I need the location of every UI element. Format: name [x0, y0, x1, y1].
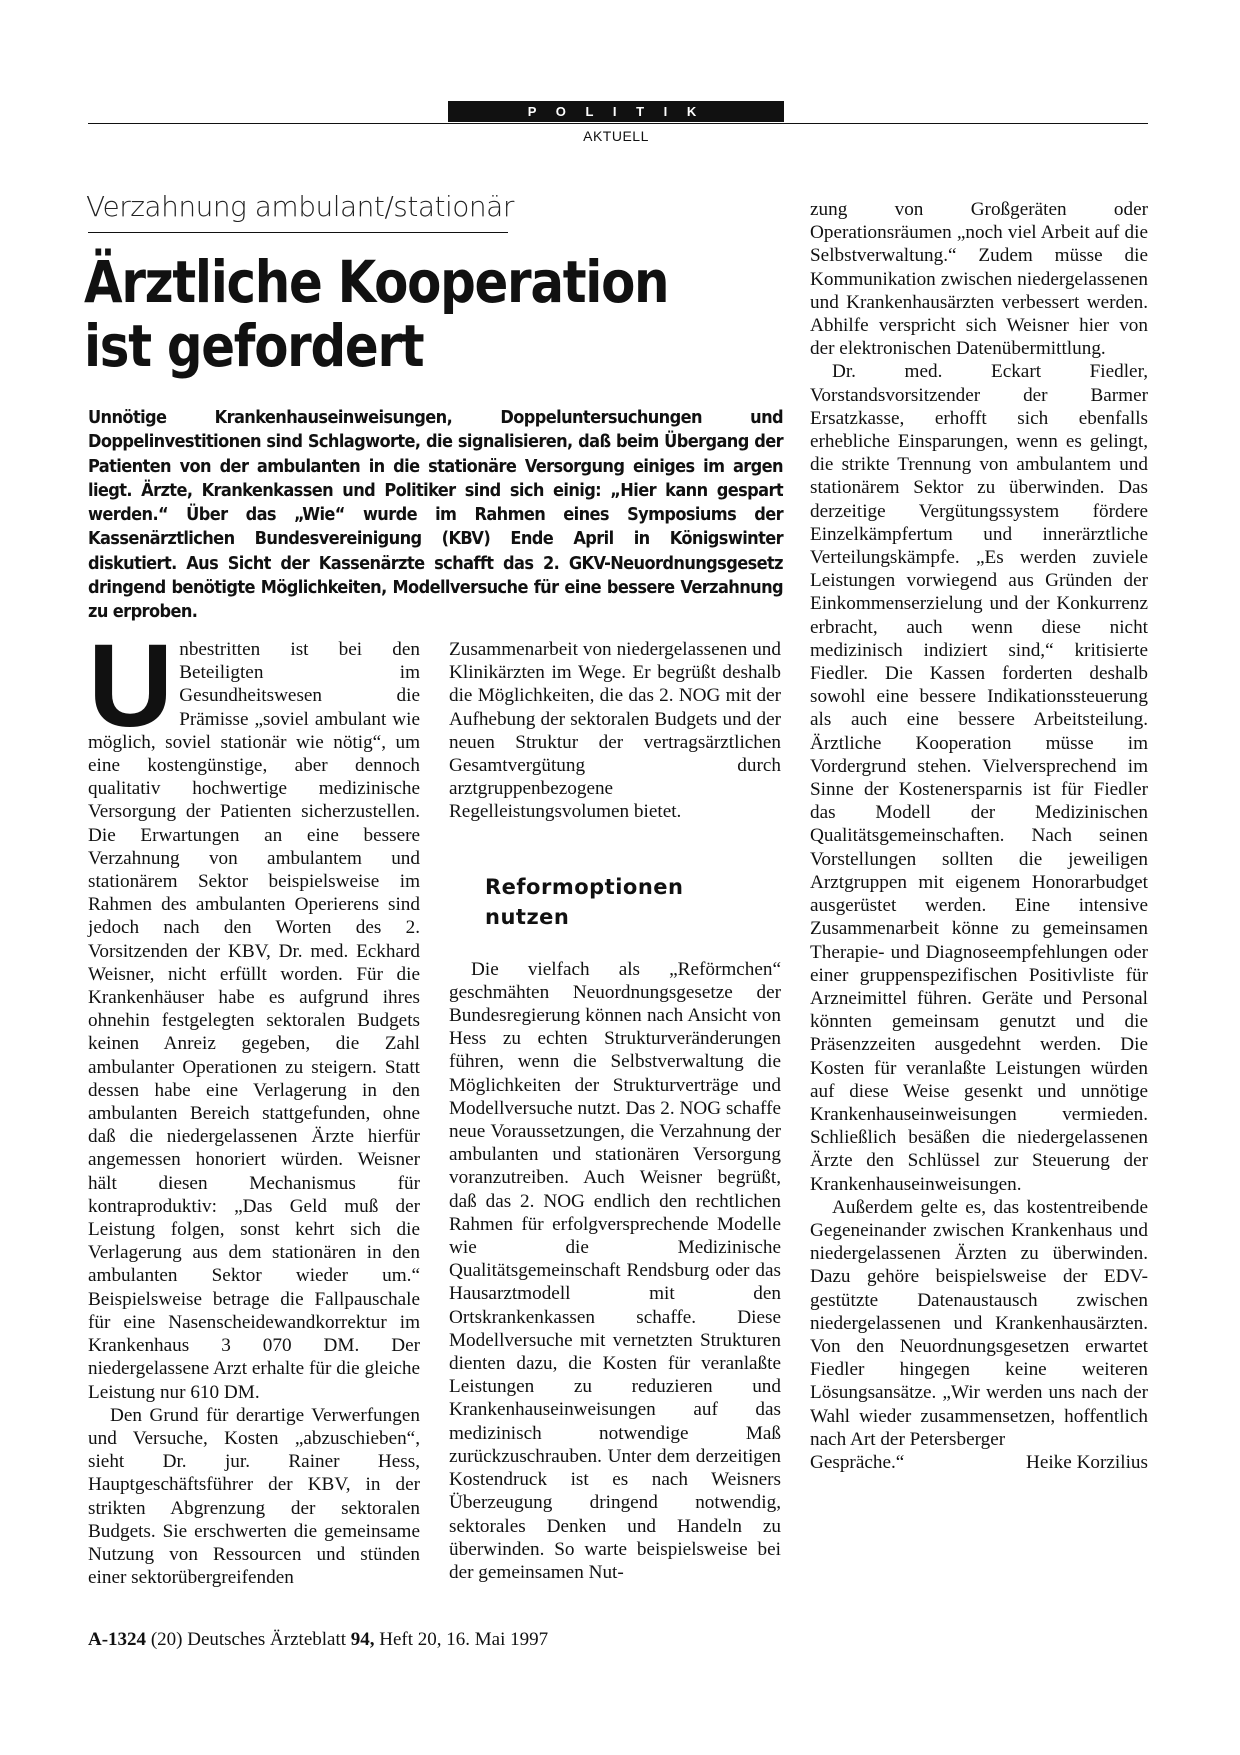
article-lead: Unnötige Krankenhauseinweisungen, Doppeluntersuchungen und Doppelinvestitionen sind Schlagworte, die signalisieren, daß beim Übergang der Patienten von der ambulanten in die stationäre Versorgung einiges im argen liegt. Ärzte, Krankenkassen und Politiker sind sich einig: „Hier kann gespart werden.“ Über das „Wie“ wurde im Rahmen eines Symposiums der Kassenärztlichen Bundesvereinigung (KBV) Ende April in Königswinter diskutiert. Aus Sicht der Kassenärzte schafft das 2. GKV-Neuordnungsgesetz dringend benötigte Möglichkeiten, Modellversuche für eine bessere Verzahnung zu erproben.: [88, 407, 783, 623]
article-signature-line: [810, 1451, 1148, 1474]
body-paragraph: Dr. med. Eckart Fiedler, Vorstandsvorsitzender der Barmer Ersatzkasse, erhofft sich ebenfalls erhebliche Einsparungen, wenn es gelingt, die strikte Trennung von ambulantem und stationärem Sektor zu überwinden. Das derzeitige Vergütungssystem fördere Einzelkämpfertum und innerärztliche Verteilungskämpfe. „Es werden zuviele Leistungen vorwiegend aus Gründen der Einkommenserzielung und der Konkurrenz erbracht, auch wenn diese nicht medizinisch indiziert sind,“ kritisierte Fiedler. Die Kassen forderten deshalb sowohl eine bessere Indikationssteuerung als auch eine bessere Arbeitsteilung. Ärztliche Kooperation müsse im Vordergrund stehen. Vielversprechend im Sinne der Kostenersparnis ist für Fiedler das Modell der Medizinischen Qualitätsgemeinschaften. Nach seinen Vorstellungen sollten die jeweiligen Arztgruppen mit eigenem Honorarbudget ausgerüstet werden. Eine intensive Zusammenarbeit könne zu gemeinsamen Therapie- und Diagnoseempfehlungen oder einer gruppenspezifischen Positivliste für Arzneimittel führen. Geräte und Personal könnten gemeinsam genutzt und die Präsenzzeiten ausgedehnt werden. Die Kosten für veranlaßte Leistungen würden auf diese Weise gesenkt und unnötige Krankenhauseinweisungen vermieden. Schließlich besäßen die niedergelassenen Ärzte den Schlüssel zur Steuerung der Krankenhauseinweisungen.: [810, 361, 1148, 1195]
closing-text: Gespräche.“: [810, 1451, 905, 1473]
page-detail: (20) Deutsches Ärzteblatt: [150, 1629, 347, 1650]
body-paragraph: zung von Großgeräten oder Operationsräumen „noch viel Arbeit auf die Selbstverwaltung.“ Zudem müsse die Kommunikation zwischen niedergelassenen und Krankenhausärzten verbessert werden. Abhilfe verspricht sich Weisner hier von der elektronischen Datenübermittlung.: [810, 199, 1148, 360]
drop-cap: U: [88, 620, 172, 752]
body-paragraph: Zusammenarbeit von niedergelassenen und Klinikärzten im Wege. Er begrüßt deshalb die Möglichkeiten, die das 2. NOG mit der Aufhebung der sektoralen Budgets und der neuen Struktur der vertragsärztlichen Gesamtvergütung durch arztgruppenbezogene Regelleistungsvolumen bietet.: [449, 639, 781, 823]
body-paragraph: Die vielfach als „Reförmchen“ geschmähten Neuordnungsgesetze der Bundesregierung können nach Ansicht von Hess zu echten Strukturveränderungen führen, wenn die Selbstverwaltung die Möglichkeiten der Strukturverträge und Modellversuche nutzt. Das 2. NOG schaffe neue Voraussetzungen, die Verzahnung der ambulanten und stationären Versorgung voranzutreiben. Auch Weisner begrüßt, daß das 2. NOG endlich den rechtlichen Rahmen für erfolgversprechende Modelle wie die Medizinische Qualitätsgemeinschaft Rendsburg oder das Hausarztmodell mit den Ortskrankenkassen schaffe. Diese Modellversuche mit vernetzten Strukturen dienten dazu, die Kosten für veranlaßte Leistungen zu reduzieren und Krankenhauseinweisungen auf das medizinisch notwendige Maß zurückzuschrauben. Unter dem derzeitigen Kostendruck ist es nach Weisners Überzeugung dringend notwendig, sektorales Denken und Handeln zu überwinden. So warte beispielsweise bei der gemeinsamen Nut-: [449, 958, 781, 1583]
section-rubric: P O L I T I K: [448, 101, 784, 122]
body-paragraph: [88, 620, 420, 1404]
kicker-rule: [88, 232, 508, 233]
header-rule: [88, 123, 1148, 124]
body-paragraph: Außerdem gelte es, das kostentreibende Gegeneinander zwischen Krankenhaus und niedergelassenen Ärzten zu überwinden. Dazu gehöre beispielsweise der EDV-gestützte Datenaustausch zwischen niedergelassenen und Krankenhausärzten. Von den Neuordnungsgesetzen erwartet Fiedler hingegen keine weiteren Lösungsansätze. „Wir werden uns nach der Wahl wieder zusammensetzen, hoffentlich nach Art der Petersberger: [810, 1196, 1148, 1450]
body-paragraph: Den Grund für derartige Verwerfungen und Versuche, Kosten „abzuschieben“, sieht Dr. jur. Rainer Hess, Hauptgeschäftsführer der KBV, in der strikten Abgrenzung der sektoralen Budgets. Sie erschwerten die gemeinsame Nutzung von Ressourcen und stünden einer sektorübergreifenden: [88, 1404, 420, 1589]
subheading-line-2: nutzen: [485, 904, 570, 929]
subheading-line-1: Reformoptionen: [485, 874, 684, 899]
text-column-2: [449, 638, 781, 1584]
page-code: A-1324: [88, 1629, 147, 1650]
article-headline: [84, 250, 669, 378]
author-name: Heike Korzilius: [1025, 1451, 1148, 1473]
text-column-3: [810, 198, 1148, 1474]
volume-number: 94,: [350, 1629, 375, 1650]
subsection-rubric: AKTUELL: [583, 128, 649, 144]
headline-line-1: Ärztliche Kooperation: [84, 248, 669, 316]
paragraph-text: nbestritten ist bei den Beteiligten im Gesundheitswesen die Prämisse „soviel ambulant wie möglich, soviel stationär wie nötig“, um eine kostengünstige, aber dennoch qualitativ hochwertige medizinische Versorgung der Patienten sicherzustellen. Die Erwartungen an eine bessere Verzahnung von ambulantem und stationärem Sektor beispielsweise im Rahmen des ambulanten Operierens sind jedoch nach den Worten des 2. Vorsitzenden der KBV, Dr. med. Eckhard Weisner, nicht erfüllt worden. Für die Krankenhäuser habe es aufgrund ihres ohnehin festgelegten sektoralen Budgets keinen Anreiz gegeben, die Zahl ambulanter Operationen zu steigern. Statt dessen habe eine Verlagerung in den ambulanten Bereich stattgefunden, ohne daß die niedergelassenen Ärzte hierfür angemessen honoriert würden. Weisner hält diesen Mechanismus für kontraproduktiv: „Das Geld muß der Leistung folgen, sonst kehrt sich die Verlagerung aus dem stationären in den ambulanten Sektor wieder um.“ Beispielsweise betrage die Fallpauschale für eine Nasenscheidewandkorrektur im Krankenhaus 3 070 DM. Der niedergelassene Arzt erhalte für die gleiche Leistung nur 610 DM.: [88, 639, 420, 1403]
headline-line-2: ist gefordert: [84, 312, 424, 380]
article-kicker: Verzahnung ambulant/stationär: [86, 190, 514, 223]
issue-info: Heft 20, 16. Mai 1997: [379, 1629, 549, 1650]
page-footer: [88, 1629, 548, 1651]
text-column-1: [88, 620, 420, 1589]
section-subheading: [485, 872, 781, 932]
